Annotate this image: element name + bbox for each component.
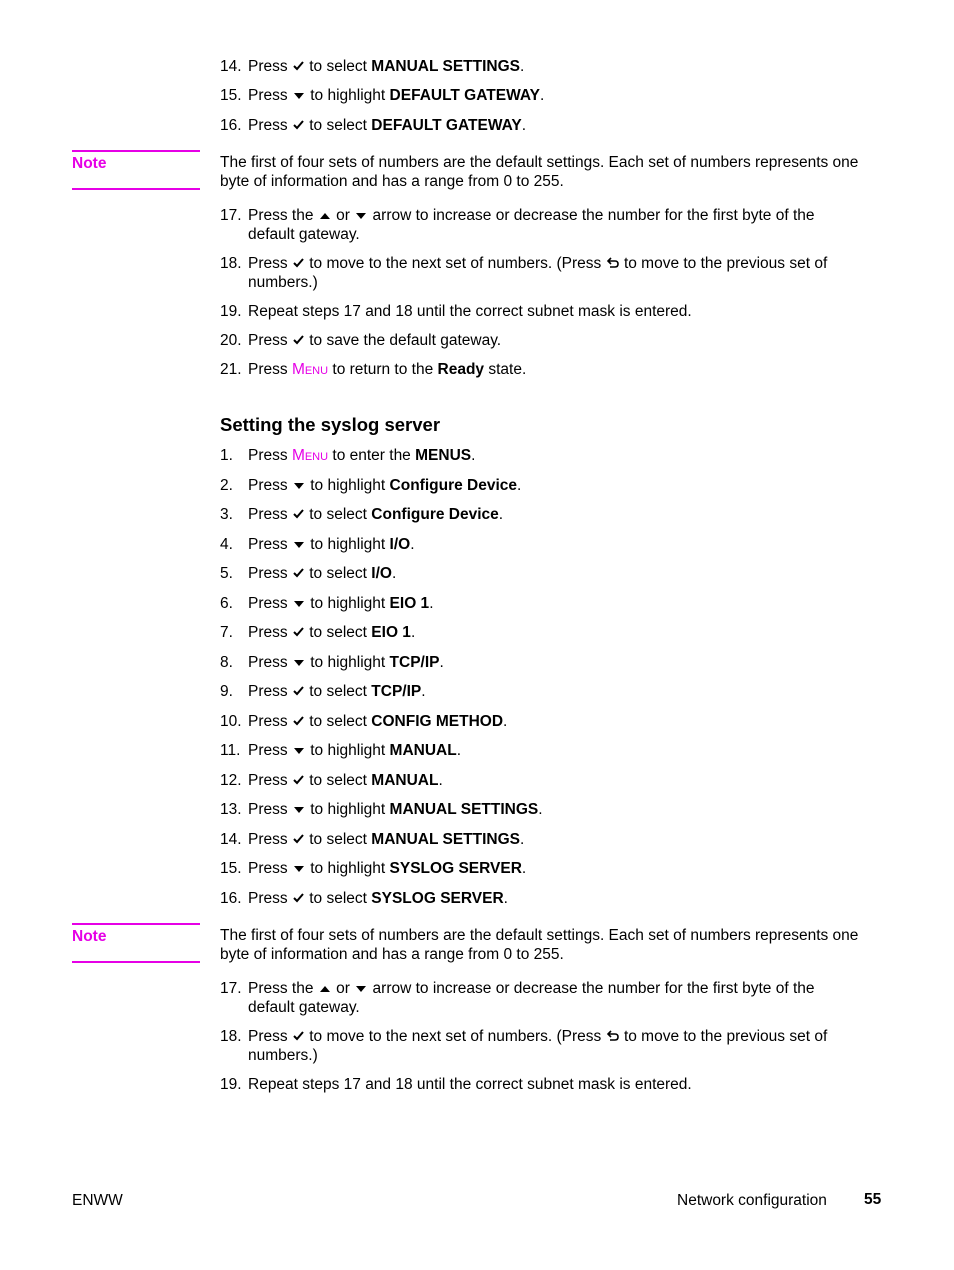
step-term: MANUAL SETTINGS [371, 831, 520, 848]
step-text: . [520, 58, 525, 75]
step-5b: 5. Press to select I/O. [220, 565, 397, 582]
step-term: CONFIG METHOD [371, 713, 504, 730]
down-arrow-icon [293, 859, 305, 878]
footer-section: Network configuration [677, 1192, 827, 1209]
step-number: 19. [220, 303, 242, 320]
checkmark-icon [293, 682, 304, 701]
step-2b: 2. Press to highlight Configure Device. [220, 477, 522, 494]
step-number: 14. [220, 831, 242, 848]
step-number: 15. [220, 860, 242, 877]
back-arrow-icon [607, 254, 619, 273]
down-arrow-icon [293, 741, 305, 760]
footer-left: ENWW [72, 1192, 123, 1209]
note-text: The first of four sets of numbers are the default settings. Each set of numbers represents one byte of information and has a range from 0 to 255. [220, 927, 859, 963]
step-9b: 9. Press to select TCP/IP. [220, 683, 426, 700]
step-18a: 18. Press to move to the next set of numbers. (Press to move to the previous set of numbers.) [220, 255, 828, 292]
step-number: 11. [220, 742, 241, 759]
checkmark-icon [293, 830, 304, 849]
step-number: 1. [220, 447, 233, 464]
step-6b: 6. Press to highlight EIO 1. [220, 595, 434, 612]
checkmark-icon [293, 331, 304, 350]
step-term: Configure Device [371, 506, 499, 523]
step-number: 20. [220, 332, 242, 349]
step-14a [220, 57, 860, 76]
step-term: I/O [389, 536, 411, 553]
step-15a [220, 86, 860, 105]
checkmark-icon [293, 1027, 304, 1046]
step-12b: 12. Press to select MANUAL. [220, 772, 443, 789]
step-number: 5. [220, 565, 233, 582]
step-text: Press [248, 87, 288, 104]
step-term: MANUAL [389, 742, 457, 759]
step-text: . [521, 117, 527, 134]
step-number: 16. [220, 117, 242, 134]
step-number: 19. [220, 1076, 242, 1093]
checkmark-icon [293, 564, 304, 583]
step-10b: 10. Press to select CONFIG METHOD. [220, 713, 508, 730]
down-arrow-icon [293, 653, 305, 672]
checkmark-icon [293, 116, 304, 135]
step-text: to select [309, 117, 367, 134]
step-number: 8. [220, 654, 233, 671]
checkmark-icon [293, 771, 304, 790]
down-arrow-icon [293, 535, 305, 554]
step-term: MENUS [415, 447, 472, 464]
checkmark-icon [293, 712, 304, 731]
step-number: 16. [220, 890, 242, 907]
step-text: to highlight [310, 87, 386, 104]
down-arrow-icon [293, 476, 305, 495]
step-1b: 1. Press Menu to enter the MENUS. [220, 447, 476, 464]
step-text: . [539, 87, 545, 104]
note-label: Note [72, 150, 200, 190]
step-7b: 7. Press to select EIO 1. [220, 624, 416, 641]
step-term: EIO 1 [371, 624, 411, 641]
step-term: DEFAULT GATEWAY [371, 117, 522, 134]
step-term: Ready [437, 361, 485, 378]
down-arrow-icon [293, 800, 305, 819]
step-number: 7. [220, 624, 233, 641]
checkmark-icon [293, 623, 304, 642]
step-13b: 13. Press to highlight MANUAL SETTINGS. [220, 801, 543, 818]
back-arrow-icon [607, 1027, 619, 1046]
section-heading: Setting the syslog server [220, 414, 441, 435]
step-number: 13. [220, 801, 242, 818]
step-15b: 15. Press to highlight SYSLOG SERVER. [220, 860, 527, 877]
step-term: SYSLOG SERVER [389, 860, 522, 877]
step-term: I/O [371, 565, 392, 582]
checkmark-icon [293, 889, 304, 908]
step-text: to select [309, 58, 367, 75]
step-18b: 18. Press to move to the next set of numbers. (Press to move to the previous set of numbers.) [220, 1028, 828, 1065]
checkmark-icon [293, 505, 304, 524]
step-11b: 11. Press to highlight MANUAL. [220, 742, 462, 759]
note-label: Note [72, 923, 200, 963]
step-number: 12. [220, 772, 242, 789]
step-term: TCP/IP [389, 654, 440, 671]
step-number: 17. [220, 980, 242, 997]
step-number: 10. [220, 713, 242, 730]
step-term: DEFAULT GATEWAY [389, 87, 540, 104]
step-4b: 4. Press to highlight I/O. [220, 536, 415, 553]
step-17a: 17. Press the or arrow to increase or decrease the number for the first byte of the default gateway. [220, 207, 815, 244]
down-arrow-icon [293, 594, 305, 613]
down-arrow-icon [355, 206, 367, 225]
step-number: 3. [220, 506, 233, 523]
checkmark-icon [293, 254, 304, 273]
down-arrow-icon [293, 86, 305, 105]
step-number: 18. [220, 1028, 242, 1045]
step-19b: 19. Repeat steps 17 and 18 until the correct subnet mask is entered. [220, 1076, 692, 1093]
down-arrow-icon [355, 979, 367, 998]
step-19a: 19. Repeat steps 17 and 18 until the correct subnet mask is entered. [220, 303, 692, 320]
step-term: Configure Device [389, 477, 518, 494]
up-arrow-icon [319, 206, 331, 225]
step-number: 6. [220, 595, 233, 612]
step-21a: 21. Press Menu to return to the Ready state. [220, 361, 527, 378]
step-17b: 17. Press the or arrow to increase or decrease the number for the first byte of the default gateway. [220, 980, 815, 1017]
step-8b: 8. Press to highlight TCP/IP. [220, 654, 444, 671]
step-term: EIO 1 [389, 595, 430, 612]
step-20a: 20. Press to save the default gateway. [220, 332, 502, 349]
step-16a [220, 116, 860, 135]
step-number: 9. [220, 683, 233, 700]
step-text: Press [248, 117, 288, 134]
up-arrow-icon [319, 979, 331, 998]
page-number: 55 [864, 1191, 882, 1208]
step-term: MANUAL SETTINGS [389, 801, 539, 818]
menu-key: Menu [291, 361, 329, 378]
step-term: SYSLOG SERVER [371, 890, 504, 907]
note-text: The first of four sets of numbers are the default settings. Each set of numbers represents one byte of information and has a range from 0 to 255. [220, 154, 859, 190]
step-14b: 14. Press to select MANUAL SETTINGS. [220, 831, 525, 848]
step-number: 4. [220, 536, 233, 553]
menu-key: Menu [291, 447, 329, 464]
step-number: 15. [220, 87, 242, 104]
step-term: MANUAL SETTINGS [371, 58, 520, 75]
step-16b: 16. Press to select SYSLOG SERVER. [220, 890, 508, 907]
step-text: Press [248, 58, 288, 75]
step-term: TCP/IP [371, 683, 422, 700]
checkmark-icon [293, 57, 304, 76]
step-term: MANUAL [371, 772, 439, 789]
step-number: 14. [220, 58, 242, 75]
step-number: 18. [220, 255, 242, 272]
step-number: 2. [220, 477, 233, 494]
step-number: 17. [220, 207, 242, 224]
step-number: 21. [220, 361, 242, 378]
step-3b: 3. Press to select Configure Device. [220, 506, 504, 523]
